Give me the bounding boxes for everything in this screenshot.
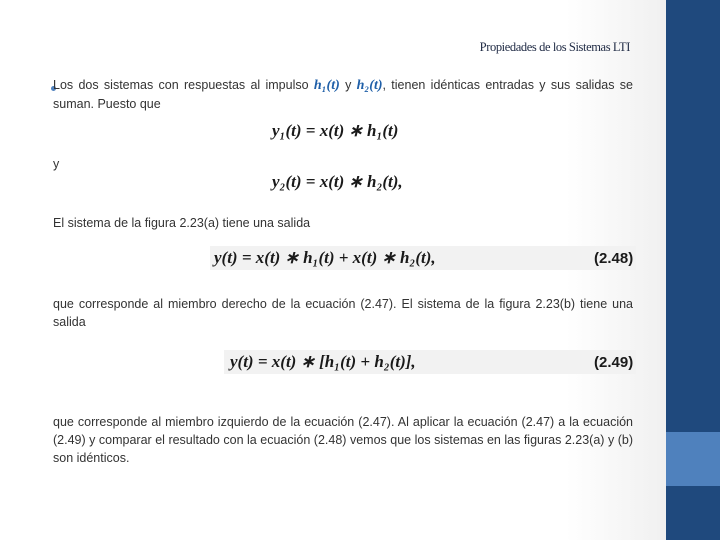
math-h2: h₂(t) [356,78,383,93]
intro-text-b: , tienen idénticas entradas y sus salidas se suman. Puesto que [53,78,633,111]
intro-text-y: y [339,78,357,92]
intro-text-a: Los dos sistemas con respuestas al impulso [53,78,314,92]
equation-249: y(t) = x(t) ∗ [h₁(t) + h₂(t)], [230,352,416,371]
paragraph-y: y [53,157,60,171]
equation-number-248: (2.48) [594,250,634,267]
equation-248: y(t) = x(t) ∗ h₁(t) + x(t) ∗ h₂(t), [214,248,436,267]
paragraph-conclusion: que corresponde al miembro izquierdo de la ecuación (2.47). Al aplicar la ecuación (2.47) a la ecuación (2.49) y comparar el resultado con la ecuación (2.48) vemos que los sistemas en las figuras 2.23(a) y (b) son idénticos. [53,415,633,465]
slide-title: Propiedades de los Sistemas LTI [479,40,630,54]
equation-number-249: (2.49) [594,354,634,371]
paragraph-system-b: que corresponde al miembro derecho de la ecuación (2.47). El sistema de la figura 2.23(b) tiene una salida [53,297,633,329]
sidebar-accent-block [666,432,720,486]
math-h1: h₁(t) [313,78,340,93]
equation-y2: y₂(t) = x(t) ∗ h₂(t), [272,172,403,191]
equation-y1: y₁(t) = x(t) ∗ h₁(t) [272,121,399,140]
paragraph-system-a: El sistema de la figura 2.23(a) tiene una salida [53,216,311,230]
paragraph-intro [53,76,633,113]
